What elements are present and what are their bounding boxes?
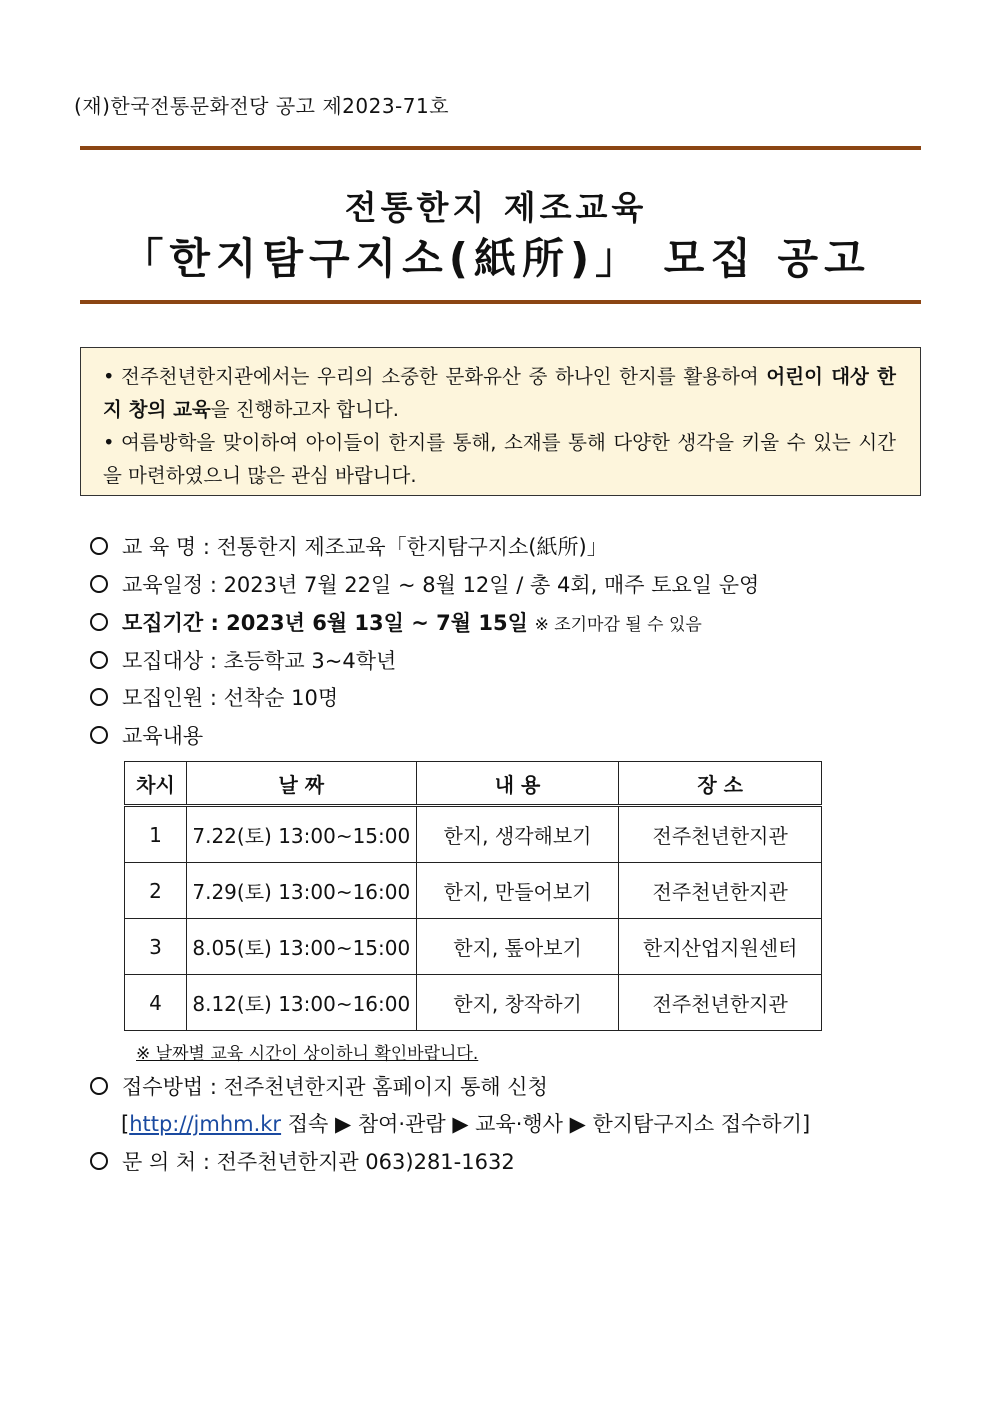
bullet-icon: • xyxy=(103,431,115,454)
intro-highlight: 어린이 대상 한지 창의 교육 xyxy=(103,365,896,421)
table-note: ※ 날짜별 교육 시간이 상이하니 확인바랍니다. xyxy=(136,1044,479,1064)
header-content: 내 용 xyxy=(416,762,619,806)
table-header-row xyxy=(125,762,822,806)
circle-bullet-icon xyxy=(90,1077,108,1095)
bullet-icon: • xyxy=(103,365,115,388)
header-date: 날 짜 xyxy=(186,762,416,806)
info-schedule: 교육일정 : 2023년 7월 22일 ~ 8월 12일 / 총 4회, 매주 토요일 운영 xyxy=(90,569,759,599)
circle-bullet-icon xyxy=(90,1152,108,1170)
info-apply: 접수방법 : 전주천년한지관 홈페이지 통해 신청 xyxy=(90,1071,548,1101)
info-target: 모집대상 : 초등학교 3~4학년 xyxy=(90,645,396,675)
info-recruit-period: 모집기간 : 2023년 6월 13일 ~ 7월 15일 ※ 조기마감 될 수 있음 xyxy=(90,607,702,637)
circle-bullet-icon xyxy=(90,651,108,669)
bottom-divider xyxy=(80,300,921,304)
schedule-table xyxy=(124,761,822,1031)
header-place: 장 소 xyxy=(619,762,822,806)
circle-bullet-icon xyxy=(90,537,108,555)
info-course-name: 교 육 명 : 전통한지 제조교육「한지탐구지소(紙所)」 xyxy=(90,531,608,561)
circle-bullet-icon xyxy=(90,613,108,631)
info-contact: 문 의 처 : 전주천년한지관 063)281-1632 xyxy=(90,1146,515,1176)
info-apply-path: [http://jmhm.kr 접속 ▶ 참여·관람 ▶ 교육·행사 ▶ 한지탐구지소 접수하기] xyxy=(121,1112,811,1136)
info-count: 모집인원 : 선착순 10명 xyxy=(90,682,338,712)
top-divider xyxy=(80,146,921,150)
table-row: 2 7.29(토) 13:00~16:00 한지, 만들어보기 전주천년한지관 xyxy=(125,863,822,919)
homepage-link[interactable]: http://jmhm.kr xyxy=(129,1112,282,1136)
intro-paragraph-1: • 전주천년한지관에서는 우리의 소중한 문화유산 중 하나인 한지를 활용하여 어린이 대상 한지 창의 교육을 진행하고자 합니다. xyxy=(103,360,896,426)
circle-bullet-icon xyxy=(90,726,108,744)
early-close-note: ※ 조기마감 될 수 있음 xyxy=(534,615,702,635)
table-row: 3 8.05(토) 13:00~15:00 한지, 톺아보기 한지산업지원센터 xyxy=(125,919,822,975)
document-title: 「한지탐구지소(紙所)」 모집 공고 xyxy=(121,234,871,283)
table-row: 1 7.22(토) 13:00~15:00 한지, 생각해보기 전주천년한지관 xyxy=(125,806,822,863)
notice-number: (재)한국전통문화전당 공고 제2023-71호 xyxy=(74,94,450,118)
intro-paragraph-2: • 여름방학을 맞이하여 아이들이 한지를 통해, 소재를 통해 다양한 생각을 키울 수 있는 시간을 마련하였으니 많은 관심 바랍니다. xyxy=(103,426,896,492)
intro-box xyxy=(80,347,921,496)
header-session: 차시 xyxy=(125,762,187,806)
table-row: 4 8.12(토) 13:00~16:00 한지, 창작하기 전주천년한지관 xyxy=(125,975,822,1031)
info-content: 교육내용 xyxy=(90,720,203,750)
circle-bullet-icon xyxy=(90,688,108,706)
circle-bullet-icon xyxy=(90,575,108,593)
document-subtitle: 전통한지 제조교육 xyxy=(344,188,648,227)
